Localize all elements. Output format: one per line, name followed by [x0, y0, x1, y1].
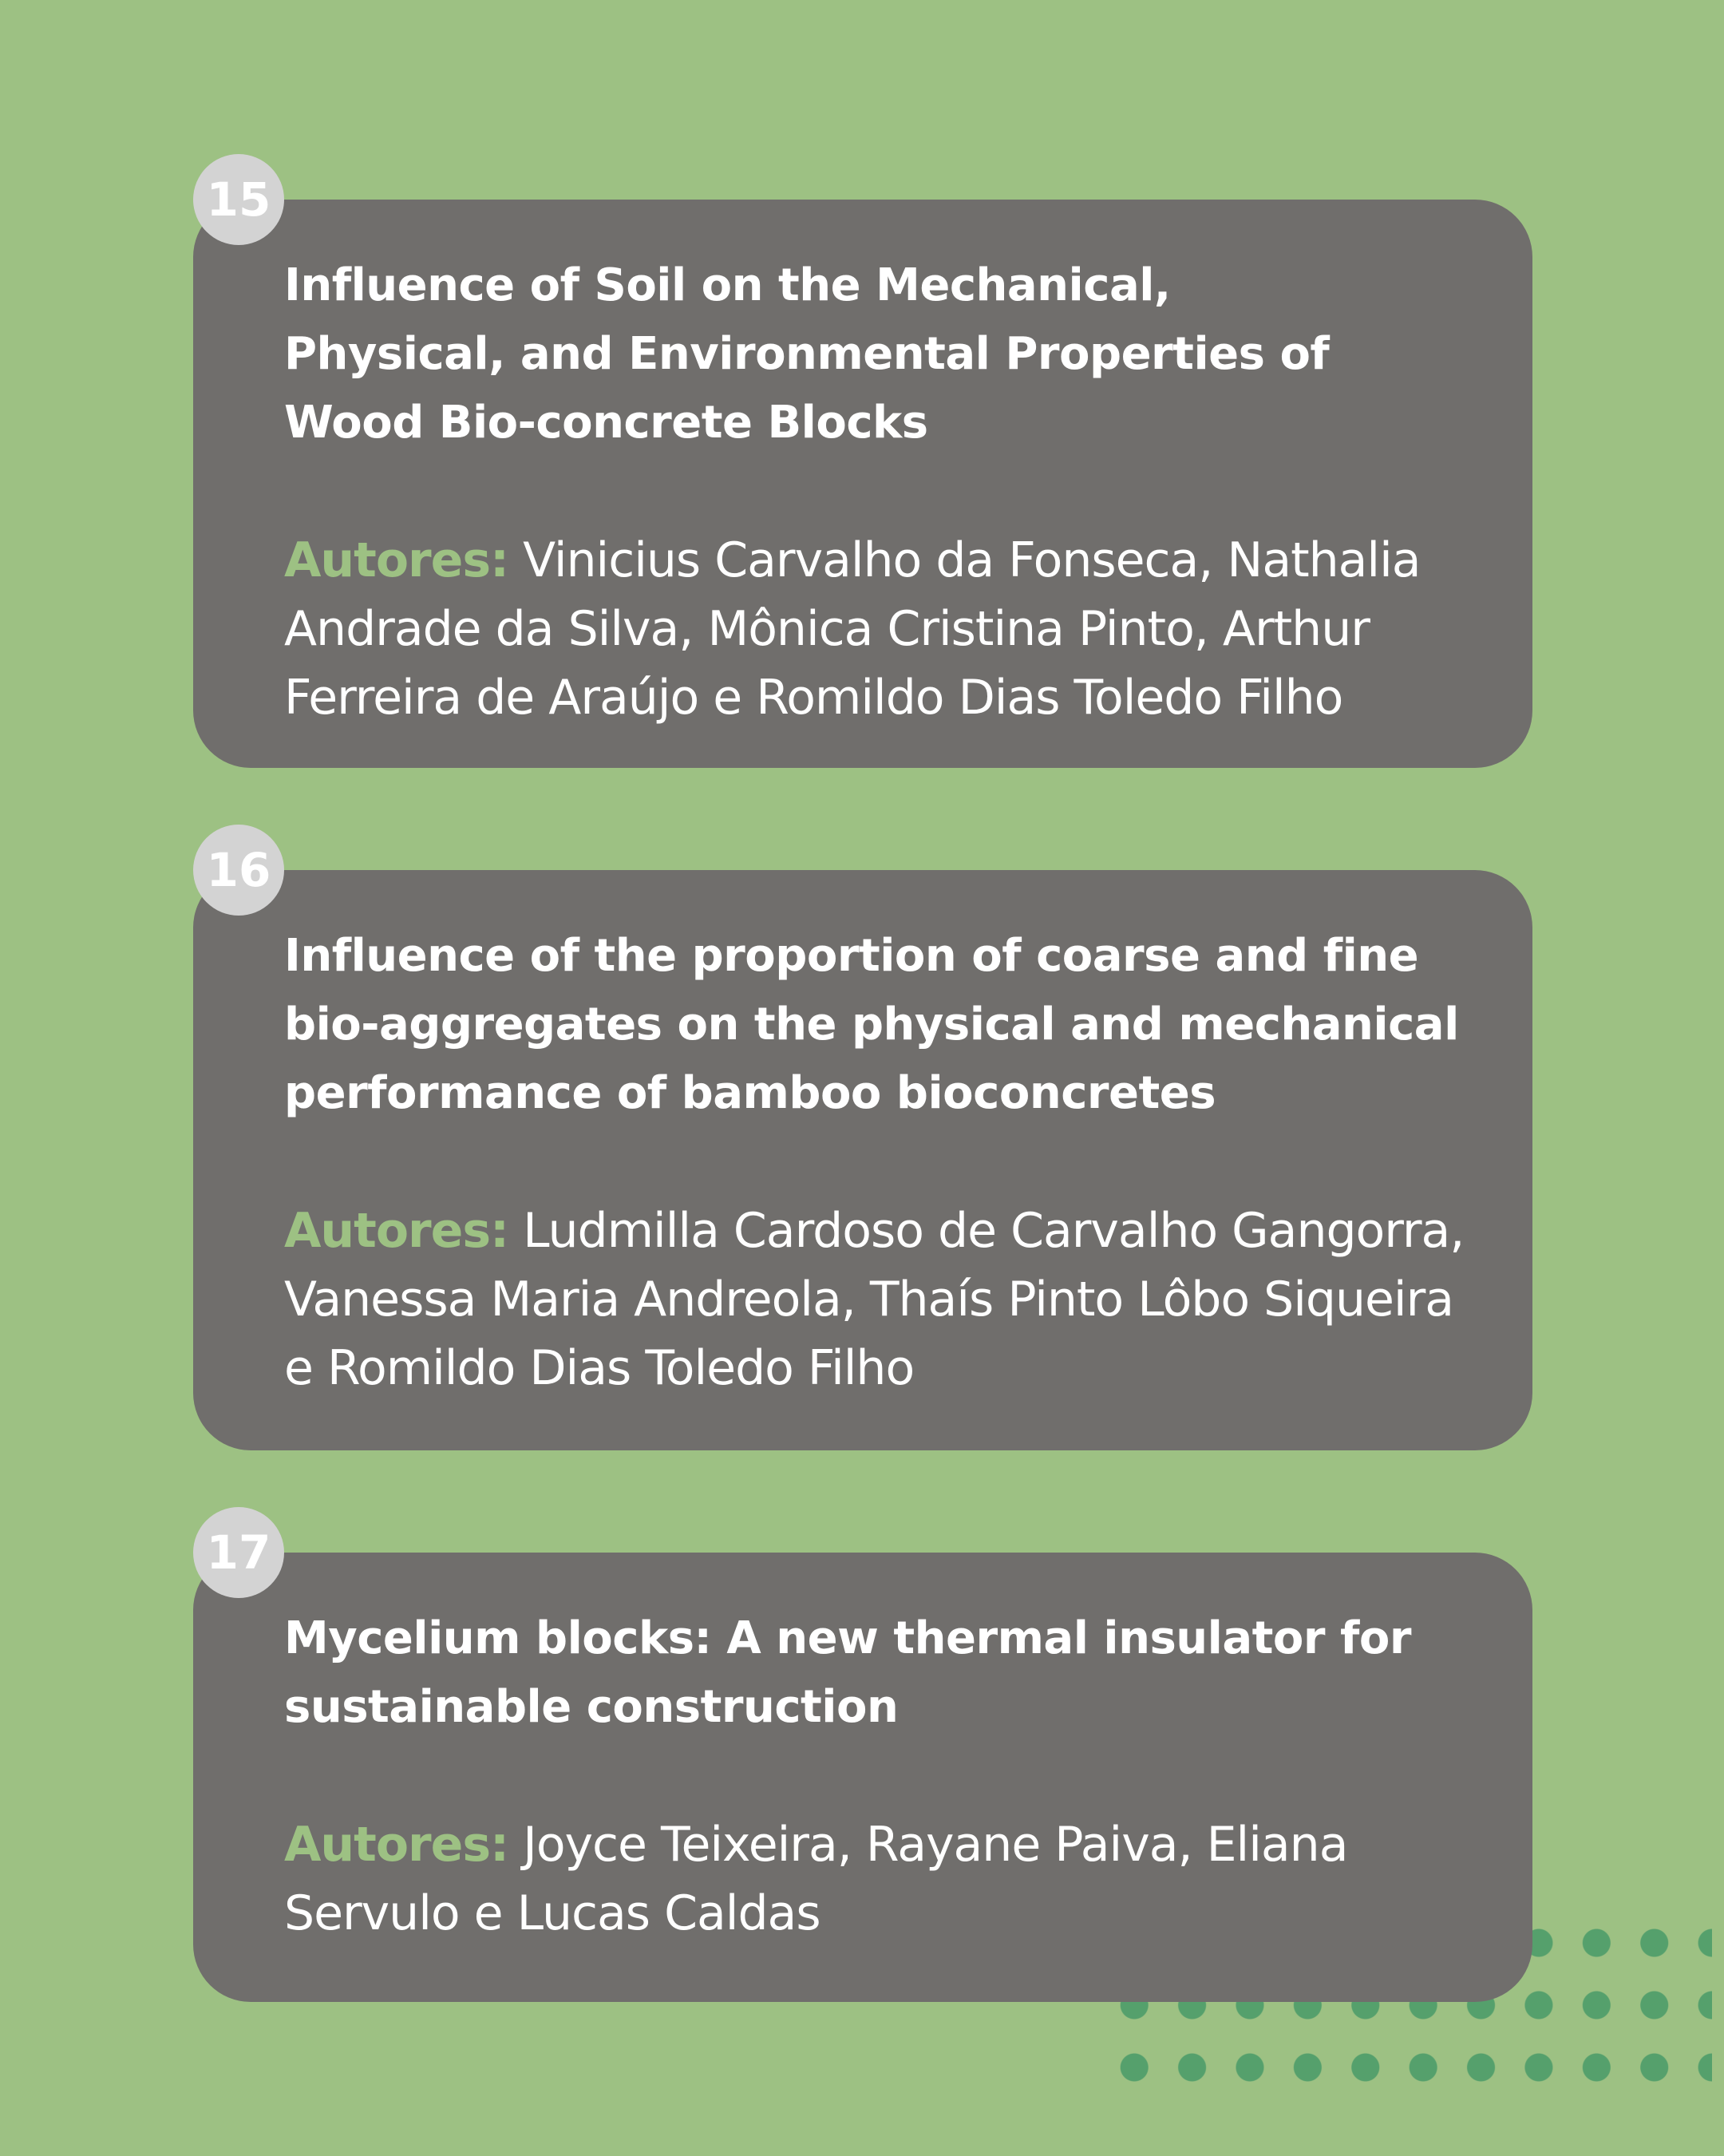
article-authors — [284, 526, 1481, 732]
article-card — [193, 200, 1532, 768]
article-title: Influence of Soil on the Mechanical, Physical, and Environmental Properties of Wood Bio-concrete Blocks — [284, 259, 1330, 449]
article-number-badge: 15 — [193, 154, 284, 245]
authors-label: Autores: — [284, 1203, 509, 1259]
article-card — [193, 1553, 1532, 2002]
article-title: Mycelium blocks: A new thermal insulator for sustainable construction — [284, 1612, 1411, 1733]
article-number-badge: 17 — [193, 1507, 284, 1598]
article-number-badge: 16 — [193, 825, 284, 916]
authors-names: Ludmilla Cardoso de Carvalho Gangorra, Vanessa Maria Andreola, Thaís Pinto Lôbo Siqueira e Romildo Dias Toledo Filho — [284, 1203, 1465, 1396]
article-title: Influence of the proportion of coarse and fine bio-aggregates on the physical and mechanical performance of bamboo bioconcretes — [284, 930, 1459, 1119]
authors-names: Joyce Teixeira, Rayane Paiva, Eliana Servulo e Lucas Caldas — [284, 1817, 1348, 1941]
article-authors — [284, 1197, 1489, 1402]
authors-label: Autores: — [284, 1817, 509, 1873]
article-card — [193, 870, 1532, 1450]
authors-names: Vinicius Carvalho da Fonseca, Nathalia Andrade da Silva, Mônica Cristina Pinto, Arthur Ferreira de Araújo e Romildo Dias Toledo Filho — [284, 532, 1421, 726]
authors-label: Autores: — [284, 532, 509, 588]
article-authors — [284, 1810, 1386, 1948]
